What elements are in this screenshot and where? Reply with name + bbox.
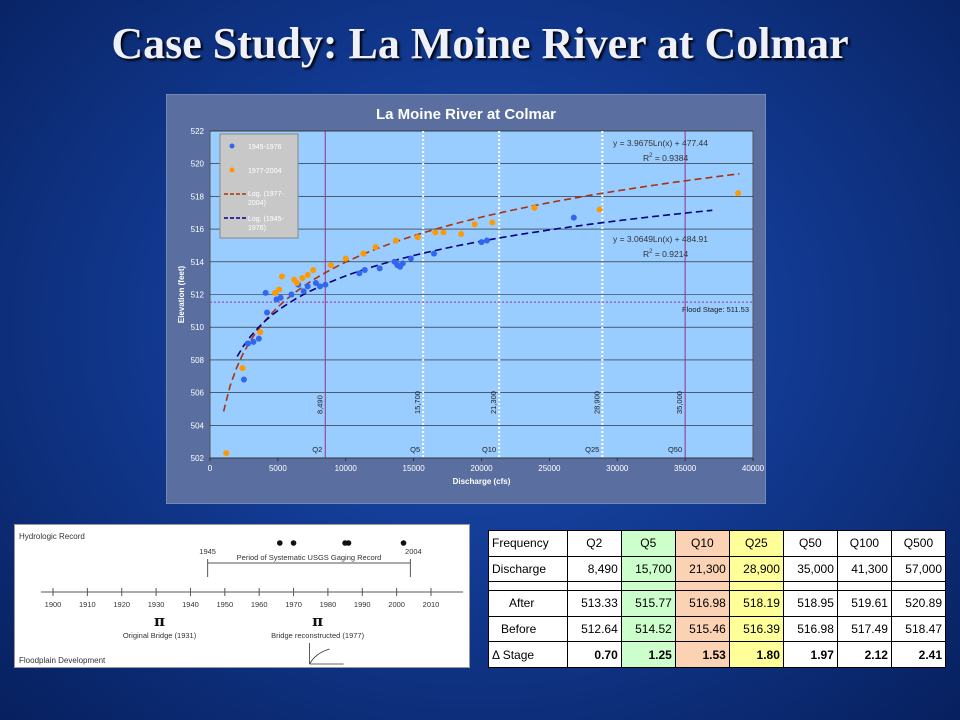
data-point-1977-2004	[305, 272, 311, 278]
x-tick-label: 5000	[268, 464, 287, 473]
y-tick-label: 514	[190, 257, 204, 267]
timeline-footer: Floodplain Development	[19, 656, 106, 665]
y-tick-label: 506	[190, 388, 204, 398]
y-tick-label: 516	[190, 225, 204, 235]
row-label: Discharge	[489, 556, 568, 582]
quantile-value-label: 15,700	[413, 391, 423, 414]
data-point-1945-1976	[263, 290, 269, 296]
data-point-1977-2004	[472, 221, 478, 227]
quantile-value-label: 28,900	[592, 391, 602, 414]
record-label: Period of Systematic USGS Gaging Record	[236, 553, 382, 562]
table-cell: 1.25	[621, 642, 675, 668]
x-axis-label: Discharge (cfs)	[452, 477, 511, 486]
data-point-1977-2004	[531, 205, 537, 211]
legend-label: Log. (1977-	[248, 191, 284, 198]
data-point-1977-2004	[257, 329, 263, 335]
year-label: 1960	[250, 600, 268, 609]
year-label: 1980	[319, 600, 337, 609]
year-label: 2010	[422, 600, 440, 609]
table-header-cell: Q100	[837, 531, 891, 557]
data-point-1977-2004	[294, 280, 300, 286]
y-tick-label: 510	[190, 323, 204, 333]
chart-svg	[166, 94, 766, 504]
table-cell: 35,000	[783, 556, 837, 582]
data-point-1977-2004	[597, 206, 603, 212]
data-point-1945-1976	[256, 336, 262, 342]
table-header-cell: Q2	[567, 531, 621, 557]
x-tick-label: 25000	[538, 464, 561, 473]
table-row-before	[489, 616, 946, 642]
data-point-1977-2004	[276, 287, 282, 293]
row-label: After	[489, 591, 568, 617]
table-header-cell: Q50	[783, 531, 837, 557]
flood-event-dot	[346, 540, 352, 546]
row-label: Δ Stage	[489, 642, 568, 668]
legend-label: 2004)	[248, 200, 266, 207]
row-label: Before	[489, 616, 568, 642]
table-cell: 518.47	[891, 616, 945, 642]
table-cell: 520.89	[891, 591, 945, 617]
table-cell: 1.97	[783, 642, 837, 668]
trendline-equation: y = 3.0649Ln(x) + 484.91	[613, 234, 708, 244]
stage-comparison-table	[488, 530, 946, 668]
data-point-1945-1976	[278, 295, 284, 301]
hydrologic-timeline	[14, 524, 470, 668]
table-cell: 516.98	[783, 616, 837, 642]
data-point-1945-1976	[245, 341, 251, 347]
data-point-1945-1976	[264, 309, 270, 315]
quantile-label: Q10	[481, 445, 497, 454]
quantile-value-label: 8,490	[315, 395, 325, 414]
table-cell: 516.39	[729, 616, 783, 642]
table-cell: 519.61	[837, 591, 891, 617]
original-bridge-icon: π	[154, 612, 166, 630]
flood-event-dot	[401, 540, 407, 546]
y-tick-label: 502	[190, 454, 204, 463]
table-cell: 28,900	[729, 556, 783, 582]
table-cell: 57,000	[891, 556, 945, 582]
bridge-reconstructed-icon: π	[312, 612, 324, 630]
quantile-label: Q2	[312, 445, 323, 454]
table-cell: 2.41	[891, 642, 945, 668]
y-tick-label: 518	[190, 192, 204, 202]
table-cell: 514.52	[621, 616, 675, 642]
trendline-equation: y = 3.9675Ln(x) + 477.44	[613, 138, 708, 148]
data-point-1945-1976	[400, 260, 406, 266]
data-point-1977-2004	[432, 229, 438, 235]
discharge-elevation-chart	[166, 94, 766, 504]
record-start-label: 1945	[199, 547, 216, 556]
data-point-1945-1976	[356, 270, 362, 276]
data-point-1945-1976	[362, 267, 368, 273]
table-row-after	[489, 591, 946, 617]
x-tick-label: 20000	[470, 464, 493, 473]
stage-table	[488, 530, 946, 668]
data-point-1945-1976	[322, 282, 328, 288]
table-cell: 41,300	[837, 556, 891, 582]
data-point-1977-2004	[415, 234, 421, 240]
x-tick-label: 15000	[402, 464, 425, 473]
data-point-1945-1976	[317, 283, 323, 289]
table-cell: 516.98	[675, 591, 729, 617]
timeline-title: Hydrologic Record	[19, 532, 85, 541]
quantile-label: Q25	[585, 445, 600, 454]
data-point-1945-1976	[250, 339, 256, 345]
year-label: 1940	[182, 600, 199, 609]
year-label: 1910	[79, 600, 96, 609]
data-point-1977-2004	[343, 256, 349, 262]
table-cell: 515.46	[675, 616, 729, 642]
y-tick-label: 508	[190, 355, 204, 365]
table-cell: 515.77	[621, 591, 675, 617]
quantile-value-label: 21,300	[489, 391, 499, 414]
data-point-1977-2004	[223, 450, 229, 456]
data-point-1977-2004	[328, 262, 334, 268]
year-label: 1900	[44, 600, 62, 609]
record-end-label: 2004	[405, 547, 422, 556]
quantile-label: Q5	[410, 445, 421, 454]
table-spacer-row	[489, 582, 946, 591]
table-cell: 517.49	[837, 616, 891, 642]
table-cell: 21,300	[675, 556, 729, 582]
table-cell: 513.33	[567, 591, 621, 617]
x-tick-label: 0	[207, 464, 213, 473]
x-tick-label: 30000	[606, 464, 629, 473]
table-header-cell: Q5	[621, 531, 675, 557]
timeline-svg	[15, 525, 469, 667]
table-header-row	[489, 531, 946, 557]
data-point-1977-2004	[299, 275, 305, 281]
year-label: 1920	[113, 600, 131, 609]
bridge-reconstructed-label: Bridge reconstructed (1977)	[271, 631, 365, 640]
growth-curve-icon	[310, 649, 330, 664]
table-row-delta-stage	[489, 642, 946, 668]
table-cell: 8,490	[567, 556, 621, 582]
data-point-1945-1976	[288, 292, 294, 298]
table-cell: 0.70	[567, 642, 621, 668]
year-label: 1990	[353, 600, 371, 609]
data-point-1945-1976	[431, 251, 437, 257]
table-cell: 1.80	[729, 642, 783, 668]
data-point-1977-2004	[279, 274, 285, 280]
x-tick-label: 10000	[334, 464, 357, 473]
y-axis-label: Elevation (feet)	[177, 265, 186, 324]
legend-label: 1976)	[248, 225, 266, 232]
data-point-1977-2004	[393, 238, 399, 244]
table-header-cell: Frequency	[489, 531, 568, 557]
table-row-discharge	[489, 556, 946, 582]
flood-event-dot	[291, 540, 297, 546]
table-cell: 2.12	[837, 642, 891, 668]
legend-label: 1977-2004	[248, 168, 282, 175]
data-point-1977-2004	[360, 251, 366, 257]
year-label: 2000	[388, 600, 405, 609]
y-tick-label: 522	[190, 127, 204, 136]
data-point-1945-1976	[377, 265, 383, 271]
data-point-1945-1976	[479, 239, 485, 245]
chart-legend	[220, 134, 298, 238]
slide-title: Case Study: La Moine River at Colmar	[111, 19, 849, 68]
data-point-1977-2004	[440, 229, 446, 235]
data-point-1977-2004	[458, 231, 464, 237]
year-label: 1950	[216, 600, 234, 609]
table-cell: 518.95	[783, 591, 837, 617]
table-cell: 1.53	[675, 642, 729, 668]
original-bridge-label: Original Bridge (1931)	[122, 631, 197, 640]
flood-stage-label: Flood Stage: 511.53	[682, 305, 749, 315]
table-cell: 512.64	[567, 616, 621, 642]
legend-marker-1945-1976	[230, 144, 235, 149]
data-point-1945-1976	[305, 283, 311, 289]
x-tick-label: 35000	[674, 464, 697, 473]
x-tick-label: 40000	[741, 464, 765, 473]
legend-marker-1977-2004	[230, 168, 235, 173]
y-tick-label: 512	[190, 290, 204, 300]
data-point-1977-2004	[240, 365, 246, 371]
table-cell: 518.19	[729, 591, 783, 617]
chart-title: La Moine River at Colmar	[375, 106, 557, 123]
data-point-1977-2004	[489, 220, 495, 226]
y-tick-label: 504	[190, 421, 204, 431]
data-point-1977-2004	[735, 190, 741, 196]
data-point-1945-1976	[408, 256, 414, 262]
table-header-cell: Q25	[729, 531, 783, 557]
legend-label: 1945-1976	[248, 144, 282, 151]
quantile-label: Q50	[667, 445, 683, 454]
trendline-r-squared: $R^2 = 0.9384$	[643, 153, 689, 163]
data-point-1945-1976	[484, 238, 490, 244]
data-point-1945-1976	[241, 377, 247, 383]
year-label: 1970	[285, 600, 302, 609]
table-header-cell: Q500	[891, 531, 945, 557]
year-label: 1930	[147, 600, 165, 609]
data-point-1945-1976	[301, 288, 307, 294]
quantile-value-label: 35,000	[675, 391, 685, 414]
flood-event-dot	[277, 540, 283, 546]
table-header-cell: Q10	[675, 531, 729, 557]
y-tick-label: 520	[190, 159, 204, 169]
legend-label: Log. (1945-	[248, 216, 284, 223]
trendline-r-squared: $R^2 = 0.9214$	[643, 249, 689, 259]
data-point-1977-2004	[373, 244, 379, 250]
data-point-1977-2004	[310, 267, 316, 273]
data-point-1945-1976	[571, 215, 577, 221]
table-cell: 15,700	[621, 556, 675, 582]
